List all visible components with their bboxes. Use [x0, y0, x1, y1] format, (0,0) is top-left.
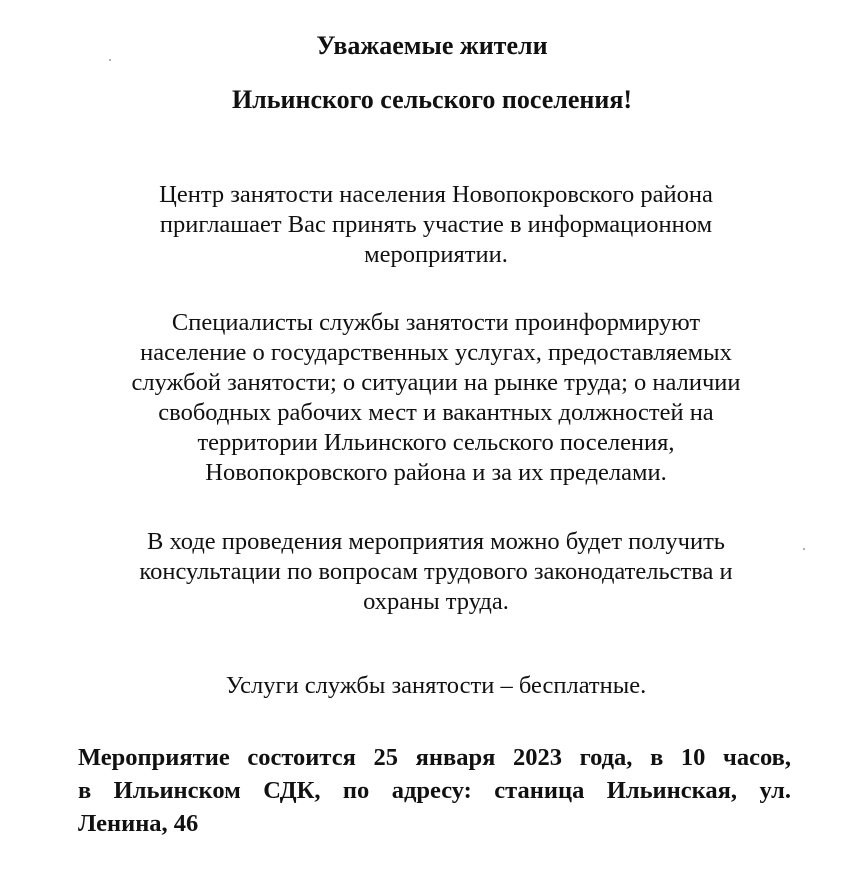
text-line: Новопокровского района и за их пределами.: [205, 459, 667, 486]
paragraph-free-services: [80, 671, 792, 701]
event-line: Ленина, 46: [78, 810, 199, 837]
text-line: мероприятии.: [364, 241, 508, 268]
text-line: Услуги службы занятости – бесплатные.: [225, 672, 647, 699]
paragraph-specialists: [80, 308, 792, 488]
title-line-2: Ильинского сельского поселения!: [231, 85, 633, 114]
text-line: охраны труда.: [363, 588, 509, 615]
event-line: в Ильинском СДК, по адресу: станица Ильинская, ул.: [78, 777, 791, 804]
paragraph-invitation: [80, 180, 792, 270]
event-details: [78, 741, 791, 840]
text-line: Специалисты службы занятости проинформируют: [171, 309, 701, 336]
paragraph-consultations: [80, 527, 792, 617]
text-line: Центр занятости населения Новопокровского района: [159, 181, 713, 208]
text-line: консультации по вопросам трудового законодательства и: [139, 558, 733, 585]
text-line: территории Ильинского сельского поселения,: [197, 429, 675, 456]
event-line: Мероприятие состоится 25 января 2023 года, в 10 часов,: [78, 744, 791, 771]
title-line-1: Уважаемые жители: [316, 31, 548, 60]
text-line: В ходе проведения мероприятия можно будет получить: [147, 528, 725, 555]
text-line: службой занятости; о ситуации на рынке труда; о наличии: [131, 369, 741, 396]
scan-speck: [803, 548, 805, 550]
text-line: население о государственных услугах, предоставляемых: [140, 339, 732, 366]
text-line: свободных рабочих мест и вакантных должностей на: [158, 399, 714, 426]
text-line: приглашает Вас принять участие в информационном: [159, 211, 713, 238]
